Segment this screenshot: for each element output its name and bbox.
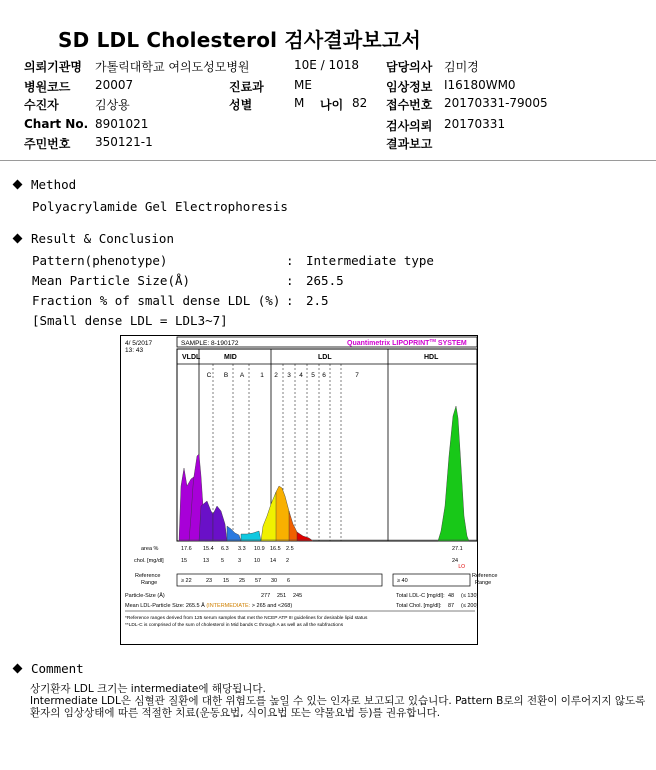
chart-brand — [347, 338, 467, 347]
mid-a-peak — [241, 531, 261, 541]
comment-line-1: 상기환자 LDL 크기는 intermediate에 해당됩니다. — [30, 683, 266, 695]
comment-heading-text: Comment — [31, 661, 84, 676]
area-row-label: area % — [141, 546, 159, 552]
info-row-1 — [24, 58, 644, 76]
institution-label: 의뢰기관명 — [24, 60, 82, 74]
band-label-B: B — [223, 372, 229, 379]
group-label-hdl: HDL — [424, 354, 439, 361]
ref-label-1: Reference — [135, 573, 161, 579]
chart-sample: SAMPLE: 8-190172 — [181, 340, 239, 347]
area-value: 2.5 — [286, 546, 294, 552]
comment-body — [30, 683, 650, 719]
ref-value: 57 — [255, 578, 262, 584]
reportdate-label: 결과보고 — [386, 137, 433, 151]
area-value: 16.5 — [270, 546, 281, 552]
info-row-5 — [24, 135, 644, 153]
pattern-value: Intermediate type — [306, 253, 434, 268]
lipoprint-svg — [121, 336, 498, 646]
clinical-label: 임상정보 — [386, 80, 433, 94]
band-label-6: 6 — [322, 372, 326, 379]
ref-value: 15 — [223, 578, 230, 584]
band-label-7: 7 — [355, 372, 359, 379]
chart-date: 4/ 5/2017 — [125, 340, 153, 347]
fraction-label: Fraction % of small dense LDL (%) — [32, 293, 281, 308]
ref-right-1: Reference — [472, 573, 498, 579]
institution-value: 가톨릭대학교 여의도성모병원 — [95, 60, 250, 74]
band-label-C: C — [206, 372, 212, 379]
result-heading-text: Result & Conclusion — [31, 231, 174, 246]
mean-ldl-range: > 265 and <268) — [251, 603, 293, 609]
area-row — [181, 546, 463, 552]
dept-label: 진료과 — [229, 80, 264, 94]
comment-heading — [12, 661, 84, 676]
method-heading — [12, 177, 76, 192]
patient-label: 수진자 — [24, 98, 59, 112]
footnote-1: *Reference ranges derived from 125 serum samples that met the NCEP ATP III guidelines for desirable lipid status — [125, 616, 368, 621]
chol-value: 5 — [221, 558, 225, 564]
brand-name: Quantimetrix LIPOPRINT — [347, 340, 430, 347]
sex-value: M — [294, 96, 305, 110]
ldl-4-peak — [297, 532, 313, 541]
fraction-colon: : — [286, 293, 294, 308]
diamond-bullet-icon — [13, 234, 23, 244]
comment-line-2: Intermediate LDL은 심혈관 질환에 대한 위험도를 높일 수 있는 인자로 보고되고 있습니다. Pattern B로의 전환이 이루어지지 않도록 환자의 임상상태에 따른 적절한 치료(운동요법, 식이요법 또는 약물요법 등)를 권유합니다. — [30, 695, 646, 719]
chol-value: 24 — [452, 558, 459, 564]
ref-value: 30 — [271, 578, 278, 584]
patient-value: 김상용 — [95, 98, 130, 112]
total-ldl-label: Total LDL-C [mg/dl]: — [396, 593, 445, 599]
mean-size-label: Mean Particle Size(Å) — [32, 273, 191, 288]
method-text: Polyacrylamide Gel Electrophoresis — [32, 199, 288, 214]
requestdate-value: 20170331 — [444, 117, 506, 131]
particle-size-value: 245 — [293, 593, 303, 599]
mean-size-value: 265.5 — [306, 273, 344, 288]
particle-size-value: 277 — [261, 593, 271, 599]
band-label-5: 5 — [311, 372, 315, 379]
band-label-4: 4 — [299, 372, 303, 379]
mid-c2-peak — [213, 506, 227, 541]
chol-value: 13 — [203, 558, 210, 564]
chart-label: Chart No. — [24, 117, 89, 131]
total-chol-ref: (≤ 200) — [461, 603, 479, 609]
electrophoresis-peaks — [179, 406, 477, 541]
ldl-2-peak — [276, 486, 291, 541]
total-ldl-ref: (≤ 130) — [461, 593, 479, 599]
total-chol-value: 87 — [448, 603, 455, 609]
info-row-2 — [24, 78, 644, 96]
hospcode-label: 병원코드 — [24, 80, 71, 94]
band-label-3: 3 — [287, 372, 291, 379]
chol-value: 3 — [238, 558, 242, 564]
diamond-bullet-icon — [13, 180, 23, 190]
ref-row — [181, 578, 408, 584]
chol-value: 10 — [254, 558, 261, 564]
footnote-2: **LDL-C is comprised of the sum of cholesterol in Mid bands C through A as well as all the subfractions — [125, 623, 344, 628]
chol-value: 2 — [286, 558, 290, 564]
area-value: 15.4 — [203, 546, 214, 552]
diamond-bullet-icon — [13, 664, 23, 674]
chol-row-label: chol. [mg/dl] — [134, 558, 164, 564]
age-value: 82 — [352, 96, 368, 110]
area-value: 3.3 — [238, 546, 246, 552]
mean-size-colon: : — [286, 273, 294, 288]
pattern-colon: : — [286, 253, 294, 268]
doctor-value: 김미경 — [444, 60, 479, 74]
accession-label: 접수번호 — [386, 98, 433, 112]
chol-flag: LO — [458, 564, 465, 570]
area-value: 10.9 — [254, 546, 265, 552]
chol-value: 15 — [181, 558, 188, 564]
rrn-value: 350121-1 — [95, 135, 153, 149]
mean-ldl-label: Mean LDL-Particle Size: — [125, 603, 185, 609]
requestdate-label: 검사의뢰 — [386, 119, 433, 133]
ref-value: ≥ 40 — [397, 578, 408, 584]
total-ldl-value: 48 — [448, 593, 455, 599]
clinical-value: I16180WM0 — [444, 78, 516, 92]
band-label-1: 1 — [260, 372, 264, 379]
plot-frame — [177, 349, 477, 541]
ref-label-2: Range — [141, 580, 158, 586]
mid-b-peak — [227, 526, 241, 541]
mean-ldl-value: 265.5 Å — [185, 603, 205, 609]
chart-value: 8901021 — [95, 117, 149, 131]
small-dense-note: [Small dense LDL = LDL3~7] — [32, 313, 228, 328]
mean-ldl-type: (INTERMEDIATE: — [206, 603, 251, 609]
area-value: 27.1 — [452, 546, 463, 552]
ref-value: ≥ 22 — [181, 578, 192, 584]
hospcode-value: 20007 — [95, 78, 134, 92]
chart-time: 13: 43 — [125, 347, 144, 354]
group-label-vldl: VLDL — [182, 354, 201, 361]
info-row-4 — [24, 117, 644, 135]
info-row-3 — [24, 96, 644, 114]
age-label: 나이 — [320, 98, 344, 112]
method-heading-text: Method — [31, 177, 77, 192]
hdl-peak — [438, 406, 469, 541]
particle-label: Particle-Size (Å) — [125, 593, 165, 599]
chol-row — [181, 558, 458, 564]
mean-ldl-size — [125, 602, 292, 609]
lipoprint-chart — [120, 335, 498, 645]
area-value: 17.6 — [181, 546, 192, 552]
sex-label: 성별 — [229, 98, 253, 112]
band-label-A: A — [239, 372, 245, 379]
ref-value: 25 — [239, 578, 246, 584]
header-divider — [0, 160, 656, 161]
group-label-ldl: LDL — [318, 354, 332, 361]
total-chol-label: Total Chol. [mg/dl]: — [396, 603, 442, 609]
group-label-mid: MID — [224, 354, 237, 361]
fraction-value: 2.5 — [306, 293, 329, 308]
ref-value: 23 — [206, 578, 213, 584]
result-heading — [12, 231, 174, 246]
area-value: 6.3 — [221, 546, 229, 552]
accession-value: 20170331-79005 — [444, 96, 548, 110]
doctor-label: 담당의사 — [386, 60, 433, 74]
band-label-2: 2 — [274, 372, 278, 379]
pattern-label: Pattern(phenotype) — [32, 253, 168, 268]
chol-value: 14 — [270, 558, 277, 564]
ref-right-2: Range — [475, 580, 492, 586]
dept-value: ME — [294, 78, 312, 92]
particle-row — [261, 593, 302, 599]
rrn-label: 주민번호 — [24, 137, 71, 151]
particle-size-value: 251 — [277, 593, 287, 599]
ref-value: 6 — [287, 578, 291, 584]
brand-suffix: SYSTEM — [435, 340, 467, 347]
brand-tm: TM — [429, 338, 436, 343]
ward-value: 10E / 1018 — [294, 58, 360, 72]
mid-c-peak — [199, 501, 213, 541]
report-title: SD LDL Cholesterol 검사결과보고서 — [58, 28, 421, 52]
